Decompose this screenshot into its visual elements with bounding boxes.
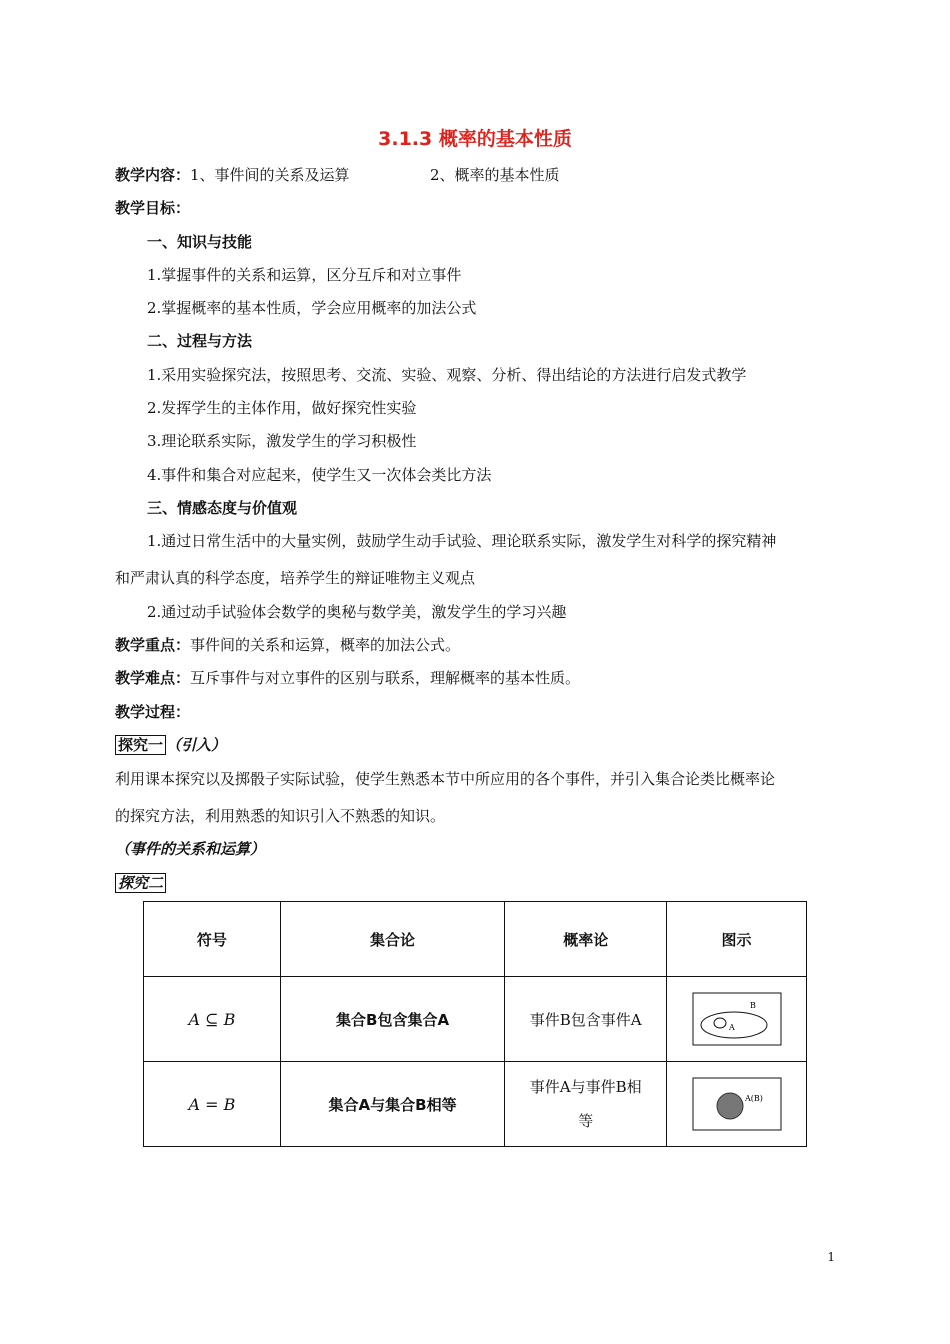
row-1-symbol: A ⊆ B bbox=[144, 977, 281, 1062]
relations-table bbox=[143, 901, 807, 1147]
explore-1-line-2: 的探究方法，利用熟悉的知识引入不熟悉的知识。 bbox=[115, 807, 446, 825]
teaching-goals-label: 教学目标： bbox=[115, 199, 191, 217]
difficulties-text: 互斥事件与对立事件的区别与联系，理解概率的基本性质。 bbox=[190, 669, 581, 687]
key-points-text: 事件间的关系和运算，概率的加法公式。 bbox=[190, 636, 461, 654]
explore-2-tag: 探究二 bbox=[115, 873, 166, 893]
goal-section-3-heading: 三、情感态度与价值观 bbox=[147, 499, 298, 517]
difficulties-label: 教学难点： bbox=[115, 669, 191, 687]
goal-2-item-4: 4.事件和集合对应起来，使学生又一次体会类比方法 bbox=[147, 466, 492, 484]
table-row bbox=[144, 1062, 807, 1147]
page-number: 1 bbox=[827, 1250, 835, 1264]
row-2-prob-line-1: 事件A与事件B相 bbox=[529, 1078, 642, 1096]
label-ab: A(B) bbox=[744, 1094, 763, 1103]
set-ab-circle bbox=[717, 1093, 743, 1119]
explore-1-tag: 探究一 bbox=[115, 735, 166, 755]
header-diagram: 图示 bbox=[667, 902, 807, 977]
page-title: 3.1.3 概率的基本性质 bbox=[378, 128, 572, 150]
goal-3-item-1-line-1: 1.通过日常生活中的大量实例，鼓励学生动手试验、理论联系实际，激发学生对科学的探究精神 bbox=[147, 532, 777, 550]
goal-3-item-1-line-2: 和严肃认真的科学态度，培养学生的辩证唯物主义观点 bbox=[115, 569, 476, 587]
goal-1-item-2: 2.掌握概率的基本性质，学会应用概率的加法公式 bbox=[147, 299, 477, 317]
table-row bbox=[144, 977, 807, 1062]
relations-note: （事件的关系和运算） bbox=[115, 840, 266, 858]
header-symbol: 符号 bbox=[144, 902, 281, 977]
teaching-content-line bbox=[115, 164, 350, 185]
universe-rect bbox=[693, 993, 781, 1045]
goal-2-item-1: 1.采用实验探究法，按照思考、交流、实验、观察、分析、得出结论的方法进行启发式教学 bbox=[147, 366, 747, 384]
explore-2-heading bbox=[115, 872, 166, 893]
header-set-theory: 集合论 bbox=[280, 902, 505, 977]
table-header-row bbox=[144, 902, 807, 977]
content-item-1: 1、事件间的关系及运算 bbox=[190, 166, 350, 184]
row-1-diagram-cell bbox=[667, 977, 807, 1062]
row-1-prob: 事件B包含事件A bbox=[505, 977, 667, 1062]
explore-1-heading bbox=[115, 734, 226, 755]
explore-1-note: （引入） bbox=[166, 736, 227, 754]
teaching-process-label: 教学过程： bbox=[115, 703, 191, 721]
header-probability: 概率论 bbox=[505, 902, 667, 977]
teaching-content-label: 教学内容： bbox=[115, 166, 191, 184]
label-a: A bbox=[728, 1023, 735, 1032]
label-b: B bbox=[749, 1001, 756, 1010]
row-2-symbol: A = B bbox=[144, 1062, 281, 1147]
goal-3-item-2: 2.通过动手试验体会数学的奥秘与数学美，激发学生的学习兴趣 bbox=[147, 603, 567, 621]
subset-venn-diagram bbox=[692, 992, 782, 1046]
key-points-line bbox=[115, 634, 460, 655]
difficulties-line bbox=[115, 667, 580, 688]
equal-sets-diagram bbox=[692, 1077, 782, 1131]
row-2-prob-line-2: 等 bbox=[578, 1112, 594, 1130]
row-2-diagram-cell bbox=[667, 1062, 807, 1147]
goal-section-2-heading: 二、过程与方法 bbox=[147, 332, 253, 350]
goal-1-item-1: 1.掌握事件的关系和运算，区分互斥和对立事件 bbox=[147, 266, 462, 284]
goal-2-item-2: 2.发挥学生的主体作用，做好探究性实验 bbox=[147, 399, 417, 417]
row-1-set: 集合B包含集合A bbox=[280, 977, 505, 1062]
goal-section-1-heading: 一、知识与技能 bbox=[147, 233, 253, 251]
explore-1-line-1: 利用课本探究以及掷骰子实际试验，使学生熟悉本节中所应用的各个事件，并引入集合论类比概率论 bbox=[115, 770, 776, 788]
content-item-2: 2、概率的基本性质 bbox=[430, 166, 560, 184]
key-points-label: 教学重点： bbox=[115, 636, 191, 654]
goal-2-item-3: 3.理论联系实际，激发学生的学习积极性 bbox=[147, 432, 417, 450]
row-2-prob-cell bbox=[505, 1062, 667, 1147]
row-2-set: 集合A与集合B相等 bbox=[280, 1062, 505, 1147]
